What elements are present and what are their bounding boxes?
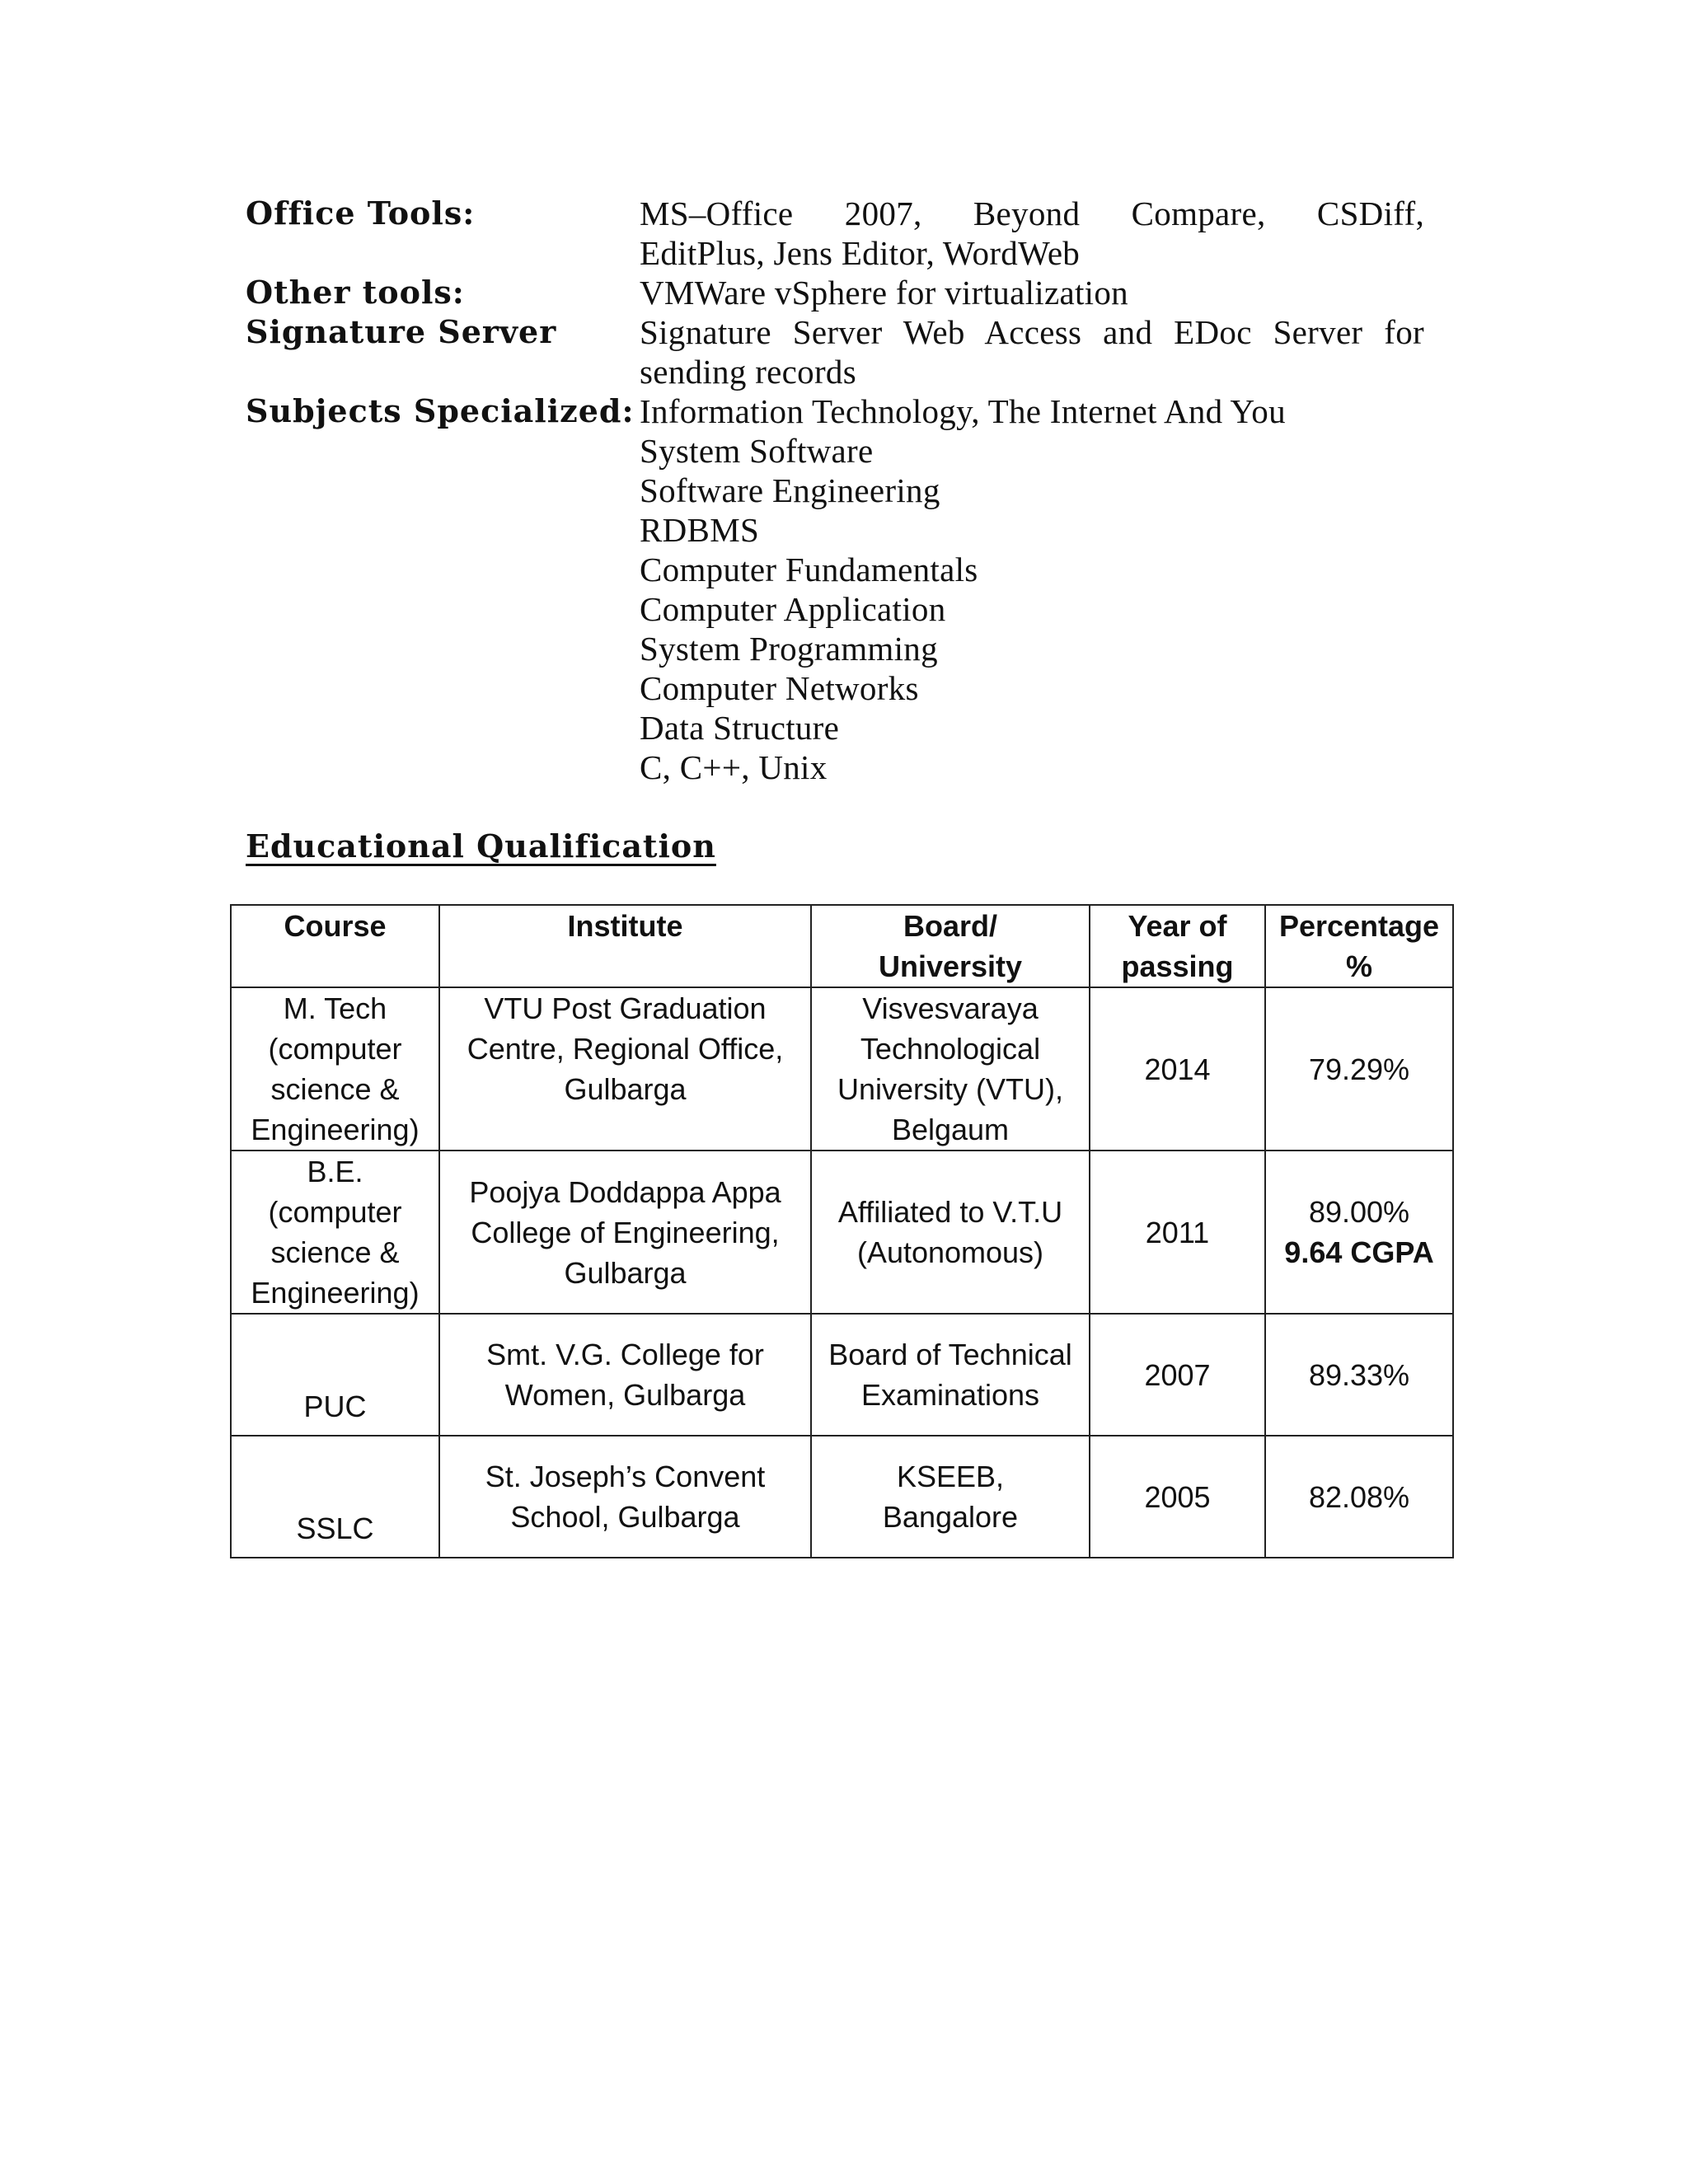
cell-year: 2011 (1090, 1151, 1265, 1314)
subject-item: Computer Networks (640, 669, 919, 707)
cell-board: Visvesvaraya Technological University (VTU), Belgaum (811, 987, 1090, 1151)
subject-item: System Programming (640, 630, 938, 668)
cell-board: Affiliated to V.T.U (Autonomous) (811, 1151, 1090, 1314)
table-row (231, 1314, 1453, 1436)
subject-item: Computer Application (640, 590, 946, 628)
table-header-row (231, 905, 1453, 987)
subjects-row (246, 391, 1424, 787)
subject-item: Software Engineering (640, 471, 940, 509)
cell-percentage: 89.33% (1265, 1314, 1453, 1436)
office-tools-value-line2: EditPlus, Jens Editor, WordWeb (640, 234, 1081, 272)
cell-institute: Smt. V.G. College for Women, Gulbarga (439, 1314, 811, 1436)
header-course: Course (231, 905, 439, 987)
cell-year: 2014 (1090, 987, 1265, 1151)
signature-server-row (246, 312, 1424, 391)
cell-percentage: 79.29% (1265, 987, 1453, 1151)
office-tools-value-line1: MS–Office 2007, Beyond Compare, CSDiff, (640, 194, 1424, 232)
cell-course: B.E. (computer science & Engineering) (231, 1151, 439, 1314)
cell-board: Board of Technical Examinations (811, 1314, 1090, 1436)
education-table (230, 904, 1454, 1558)
subject-item: Computer Fundamentals (640, 551, 978, 588)
subjects-list (640, 391, 1424, 787)
other-tools-row (246, 273, 1424, 312)
other-tools-value: VMWare vSphere for virtualization (640, 274, 1128, 312)
cell-percentage: 89.00% 9.64 CGPA (1265, 1151, 1453, 1314)
cell-year: 2007 (1090, 1314, 1265, 1436)
office-tools-label: Office Tools: (246, 194, 476, 232)
cell-institute: Poojya Doddappa Appa College of Engineering, Gulbarga (439, 1151, 811, 1314)
cgpa-value: 9.64 CGPA (1284, 1235, 1434, 1269)
cell-year: 2005 (1090, 1436, 1265, 1558)
education-heading: Educational Qualification (246, 827, 716, 865)
table-row (231, 1151, 1453, 1314)
header-board: Board/ University (811, 905, 1090, 987)
subjects-label: Subjects Specialized: (246, 392, 635, 429)
header-year: Year of passing (1090, 905, 1265, 987)
signature-server-value-line1: Signature Server Web Access and EDoc Server for (640, 313, 1424, 351)
cell-course: SSLC (231, 1436, 439, 1558)
subject-item: Information Technology, The Internet And You (640, 392, 1286, 430)
subject-item: System Software (640, 432, 874, 470)
subject-item: RDBMS (640, 511, 760, 549)
signature-server-label: Signature Server (246, 313, 557, 350)
table-row (231, 987, 1453, 1151)
header-institute: Institute (439, 905, 811, 987)
subject-item: C, C++, Unix (640, 748, 828, 786)
cell-institute: St. Joseph’s Convent School, Gulbarga (439, 1436, 811, 1558)
signature-server-value-line2: sending records (640, 353, 856, 391)
table-row (231, 1436, 1453, 1558)
cell-board: KSEEB, Bangalore (811, 1436, 1090, 1558)
subject-item: Data Structure (640, 709, 840, 747)
cell-percentage: 82.08% (1265, 1436, 1453, 1558)
cell-course: PUC (231, 1314, 439, 1436)
cell-course: M. Tech (computer science & Engineering) (231, 987, 439, 1151)
header-percentage: Percentage % (1265, 905, 1453, 987)
cell-institute: VTU Post Graduation Centre, Regional Office, Gulbarga (439, 987, 811, 1151)
signature-server-value (640, 312, 1424, 391)
skills-section (246, 194, 1424, 787)
office-tools-row (246, 194, 1424, 273)
office-tools-value (640, 194, 1424, 273)
other-tools-label: Other tools: (246, 274, 465, 311)
